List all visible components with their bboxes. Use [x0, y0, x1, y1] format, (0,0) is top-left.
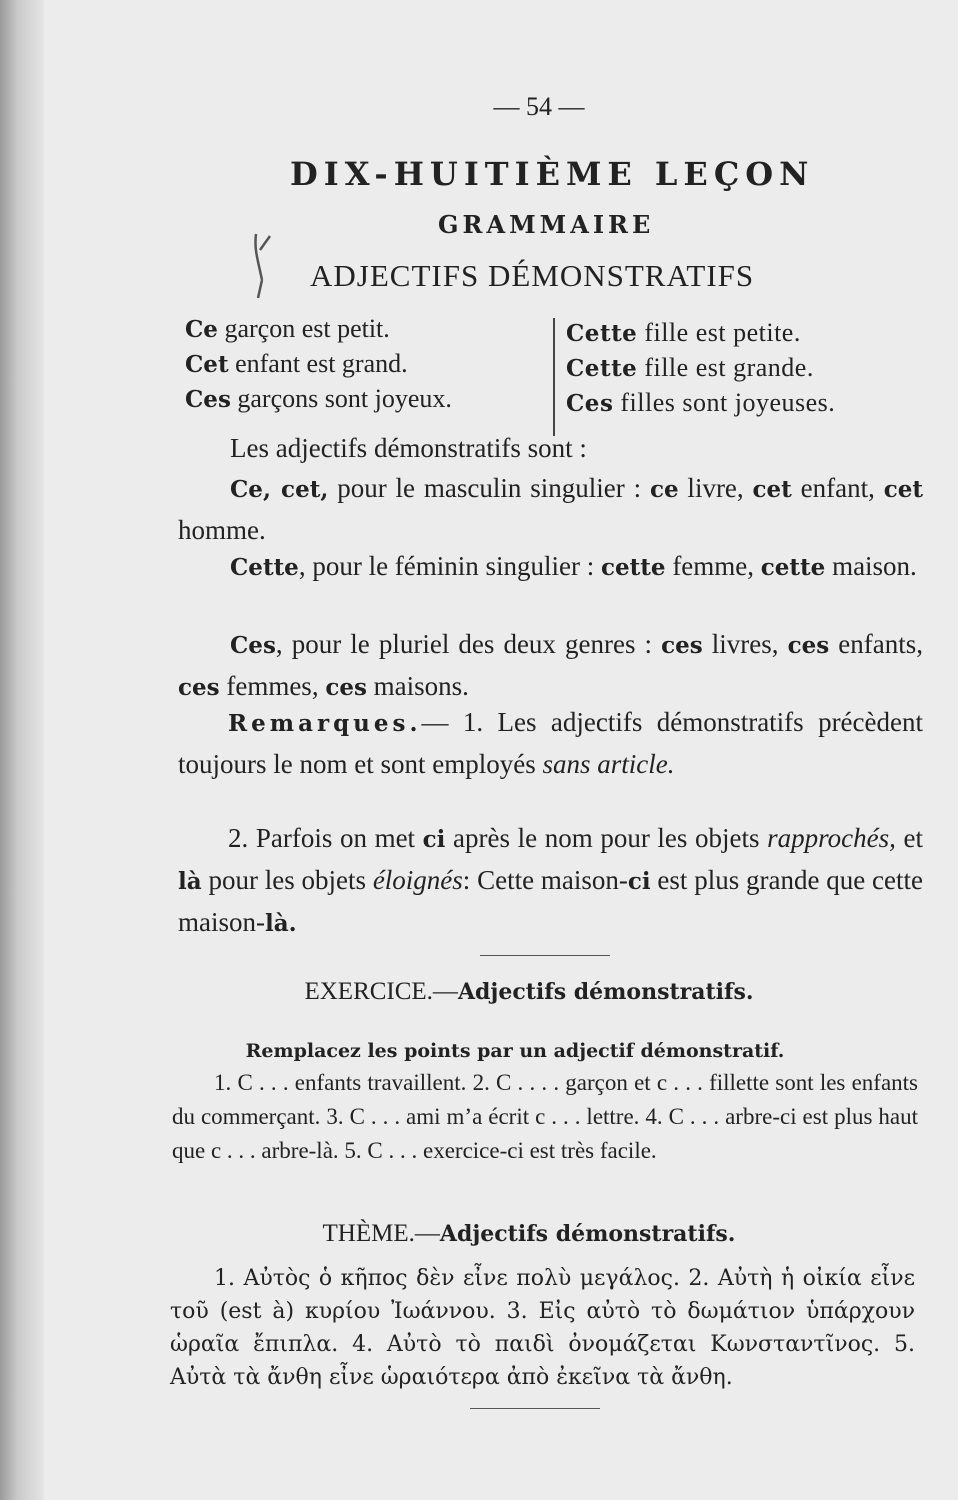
- text: femme,: [665, 551, 761, 581]
- text: et: [895, 823, 923, 853]
- bold-term: ces: [178, 674, 220, 701]
- bold-term: ces: [325, 674, 367, 701]
- example-text: fille est petite.: [637, 318, 801, 347]
- bold-term: cette: [601, 554, 666, 581]
- italic-term: rapprochés,: [767, 823, 896, 853]
- subsection-title: ADJECTIFS DÉMONSTRATIFS: [310, 258, 755, 293]
- text: maison.: [825, 551, 917, 581]
- example-word: Ce: [185, 316, 218, 343]
- text: — 1. Les adjectifs démonstratifs précèdent toujours le nom et sont employés: [178, 707, 923, 779]
- text: après le nom pour les objets: [445, 823, 768, 853]
- theme-text: 1. Αὐτὸς ὁ κῆπος δὲν εἶνε πολὺ μεγάλος. 2. Αὐτὴ ἡ οἰκία εἶνε τοῦ (est à) κυρίου Ἰωάννου. 3. Εἰς αὐτὸ τὸ δωμάτιον ὑπάρχουν ὡραῖα ἔπιπλα. 4. Αὐτὸ τὸ παιδὶ ὀνομάζεται Κωνσταντῖνος. 5. Αὐτὰ τὰ ἄνθη εἶνε ὡραιότερα ἀπὸ ἐκεῖνα τὰ ἄνθη.: [170, 1266, 915, 1390]
- page-gutter: [0, 0, 44, 1500]
- pencil-mark-icon: [248, 230, 278, 300]
- example-text: fille est grande.: [637, 353, 814, 382]
- example-word: Cette: [566, 320, 638, 347]
- page-number: — 54 —: [493, 92, 585, 121]
- rule-plural: [178, 624, 923, 708]
- bold-term: ci: [422, 826, 446, 853]
- bold-term: ces: [661, 632, 703, 659]
- text: enfant,: [791, 473, 884, 503]
- theme-heading: [50, 1220, 958, 1248]
- bold-term: cet: [752, 476, 792, 503]
- exercise-heading: [50, 978, 958, 1006]
- rule-feminine: [178, 546, 923, 588]
- example-text: garçons sont joyeux.: [230, 384, 452, 413]
- remark-2: [178, 818, 923, 944]
- remarks-label: Remarques.: [228, 710, 422, 737]
- rule-masculine: [178, 468, 923, 550]
- example-text: enfant est grand.: [228, 349, 408, 378]
- bottom-divider: [470, 1408, 600, 1409]
- example-word: Ces: [185, 386, 231, 413]
- bold-term: là.: [265, 910, 297, 937]
- bold-term: Ces: [230, 632, 276, 659]
- example-line: [566, 351, 835, 386]
- section-title: GRAMMAIRE: [438, 210, 655, 239]
- bold-term: là: [178, 868, 202, 895]
- bold-term: Cette: [230, 554, 299, 581]
- example-word: Cette: [566, 355, 638, 382]
- example-line: [185, 312, 452, 347]
- text: 2. Parfois on met: [228, 823, 423, 853]
- example-line: [185, 382, 452, 417]
- example-line: [566, 386, 835, 421]
- intro-line: Les adjectifs démonstratifs sont :: [230, 433, 587, 463]
- exercise-instruction: Remplacez les points par un adjectif démonstratif.: [245, 1040, 785, 1062]
- text: livres,: [702, 629, 788, 659]
- example-text: garçon est petit.: [217, 314, 390, 343]
- example-text: filles sont joyeuses.: [613, 388, 836, 417]
- text: homme.: [178, 515, 266, 545]
- divider-line: [480, 955, 610, 956]
- chapter-title: DIX-HUITIÈME LEÇON: [290, 155, 815, 193]
- examples-left: [185, 312, 452, 417]
- bold-term: Ce, cet,: [230, 476, 329, 503]
- text: femmes,: [219, 671, 326, 701]
- text: THÈME.—: [322, 1220, 440, 1247]
- text: : Cette maison-: [462, 865, 628, 895]
- remark-1: [178, 702, 923, 784]
- bold-term: cet: [883, 476, 923, 503]
- text: pour les objets: [201, 865, 373, 895]
- bold-term: ce: [649, 476, 679, 503]
- bold-term: ci: [627, 868, 651, 895]
- text: enfants,: [829, 629, 923, 659]
- example-line: [566, 316, 835, 351]
- text: , pour le pluriel des deux genres :: [275, 629, 662, 659]
- examples-right: [566, 316, 835, 421]
- example-word: Ces: [566, 390, 614, 417]
- column-divider: [553, 318, 555, 436]
- text: est plus grande que cette maison-: [178, 865, 923, 937]
- text: maisons.: [366, 671, 469, 701]
- text: pour le masculin singulier :: [328, 473, 650, 503]
- text: livre,: [678, 473, 753, 503]
- text: EXERCICE.—: [304, 978, 458, 1005]
- example-word: Cet: [185, 351, 229, 378]
- text: , pour le féminin singulier :: [298, 551, 602, 581]
- italic-term: sans article.: [542, 749, 675, 779]
- bold-term: Adjectifs démonstratifs.: [439, 1221, 736, 1247]
- italic-term: éloignés: [372, 865, 463, 895]
- bold-term: cette: [760, 554, 826, 581]
- exercise-text: 1. C . . . enfants travaillent. 2. C . . . . garçon et c . . . fillette sont les enfants du commerçant. 3. C . . . ami m’a écrit c . . . lettre. 4. C . . . arbre-ci est plus haut que c . . . arbre-là. 5. C . . . exercice-ci est très facile.: [172, 1070, 918, 1163]
- bold-term: ces: [787, 632, 830, 659]
- example-line: [185, 347, 452, 382]
- bold-term: Adjectifs démonstratifs.: [457, 979, 754, 1005]
